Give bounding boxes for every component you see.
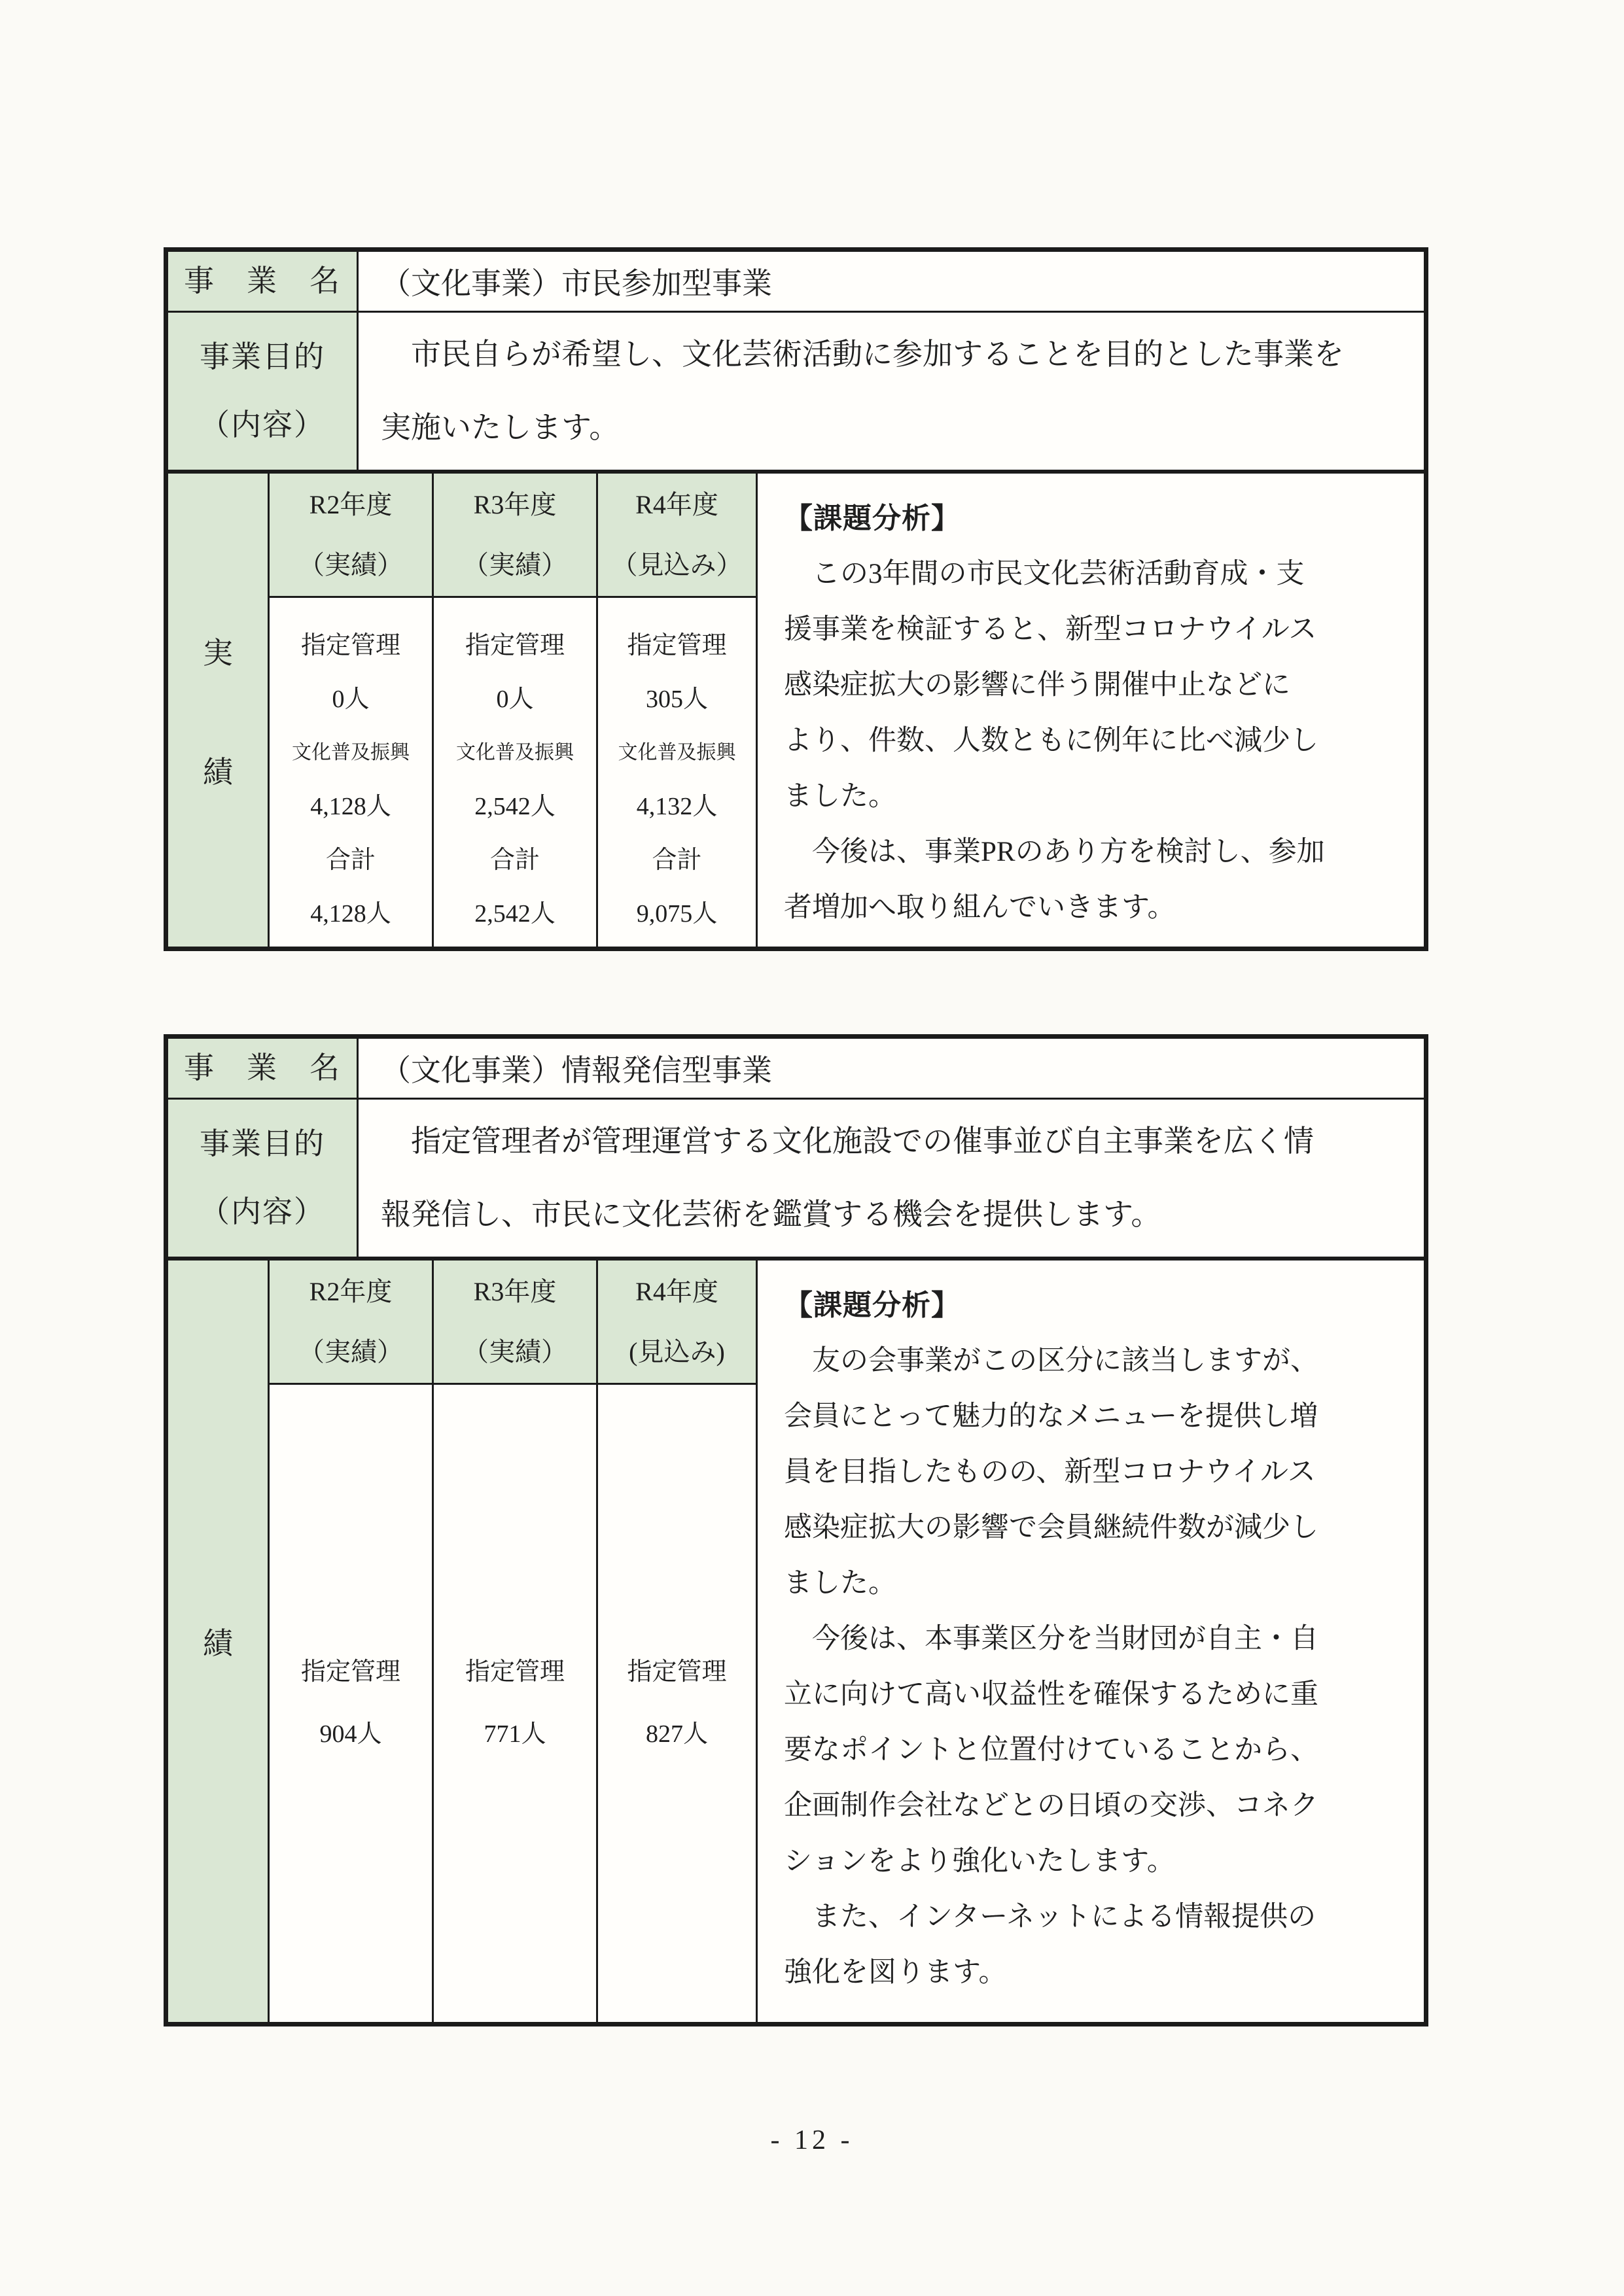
purpose-label-line2: （内容） bbox=[200, 1195, 325, 1228]
year-column-r2 bbox=[270, 474, 434, 947]
results-section bbox=[168, 1261, 1424, 2022]
year-kind: （見込み） bbox=[611, 549, 743, 580]
value-line: 指定管理 bbox=[300, 632, 400, 659]
analysis-line: 感染症拡大の影響に伴う開催中止などに bbox=[784, 670, 1290, 701]
value-line: 合計 bbox=[652, 846, 702, 874]
value-line: 0人 bbox=[332, 686, 370, 713]
year-header-r2 bbox=[270, 474, 432, 598]
analysis-line: ました。 bbox=[784, 1568, 896, 1599]
year-name: R2年度 bbox=[309, 489, 393, 519]
year-header-r3 bbox=[434, 474, 596, 598]
value-line: 合計 bbox=[325, 846, 376, 874]
results-label-char: 績 bbox=[203, 1627, 233, 1660]
issue-analysis-cell bbox=[758, 1261, 1424, 2022]
year-values-r2 bbox=[270, 1385, 432, 2022]
year-values-r2 bbox=[270, 598, 432, 947]
business-name-value bbox=[359, 1039, 1424, 1098]
value-line: 指定管理 bbox=[627, 632, 727, 659]
year-header-r4 bbox=[598, 1261, 756, 1385]
analysis-line: 者増加へ取り組んでいきます。 bbox=[784, 892, 1176, 923]
analysis-line: 要なポイントと位置付けていることから、 bbox=[784, 1735, 1318, 1765]
year-kind: （実績） bbox=[298, 1336, 403, 1366]
value-line: 指定管理 bbox=[465, 632, 565, 659]
results-vertical-label bbox=[168, 1261, 270, 2022]
analysis-line: 援事業を検証すると、新型コロナウイルス bbox=[784, 614, 1317, 645]
year-header-r3 bbox=[434, 1261, 596, 1385]
value-line: 指定管理 bbox=[465, 1658, 565, 1686]
issue-analysis-title: 【課題分析】 bbox=[784, 502, 961, 534]
project-table-information-dissemination bbox=[164, 1034, 1428, 2026]
analysis-line: 友の会事業がこの区分に該当しますが、 bbox=[784, 1346, 1318, 1376]
year-values-r3 bbox=[434, 598, 596, 947]
year-name: R4年度 bbox=[635, 1276, 718, 1306]
business-name-label: 事 業 名 bbox=[168, 1039, 359, 1098]
business-purpose-row bbox=[168, 1100, 1424, 1261]
value-line: 0人 bbox=[496, 686, 534, 713]
year-name: R4年度 bbox=[635, 489, 718, 519]
analysis-line: 今後は、本事業区分を当財団が自主・自 bbox=[784, 1624, 1318, 1654]
business-purpose-row bbox=[168, 313, 1424, 474]
analysis-line: 立に向けて高い収益性を確保するために重 bbox=[784, 1679, 1318, 1710]
value-line: 文化普及振興 bbox=[292, 742, 410, 763]
business-purpose-value bbox=[359, 313, 1424, 470]
analysis-line: この3年間の市民文化芸術活動育成・支 bbox=[784, 559, 1305, 589]
value-line: 指定管理 bbox=[627, 1658, 727, 1686]
year-column-r3 bbox=[434, 474, 598, 947]
analysis-line: 会員にとって魅力的なメニューを提供し増 bbox=[784, 1401, 1318, 1432]
business-purpose-label bbox=[168, 1100, 359, 1257]
purpose-text-line: 指定管理者が管理運営する文化施設での催事並び自主事業を広く情 bbox=[381, 1124, 1314, 1158]
business-name-text: （文化事業）市民参加型事業 bbox=[381, 267, 772, 300]
value-line: 305人 bbox=[645, 686, 708, 713]
purpose-label-line2: （内容） bbox=[200, 408, 325, 442]
value-line: 4,128人 bbox=[310, 900, 391, 928]
results-section bbox=[168, 474, 1424, 947]
analysis-line: 企画制作会社などとの日頃の交渉、コネク bbox=[784, 1790, 1318, 1821]
year-name: R3年度 bbox=[473, 1276, 557, 1306]
purpose-text-line: 実施いたします。 bbox=[381, 411, 620, 444]
business-purpose-value bbox=[359, 1100, 1424, 1257]
value-line: 827人 bbox=[645, 1720, 708, 1748]
value-line: 4,128人 bbox=[310, 793, 391, 820]
purpose-text-line: 市民自らが希望し、文化芸術活動に参加することを目的とした事業を bbox=[381, 338, 1344, 371]
purpose-text-line: 報発信し、市民に文化芸術を鑑賞する機会を提供します。 bbox=[381, 1198, 1161, 1231]
business-name-row bbox=[168, 252, 1424, 313]
value-line: 904人 bbox=[319, 1720, 382, 1748]
results-label-char: 実 bbox=[203, 636, 233, 670]
year-name: R3年度 bbox=[473, 489, 557, 519]
analysis-line: 強化を図ります。 bbox=[784, 1957, 1007, 1988]
year-column-r2 bbox=[270, 1261, 434, 2022]
year-values-r3 bbox=[434, 1385, 596, 2022]
year-values-r4 bbox=[598, 598, 756, 947]
issue-analysis-title: 【課題分析】 bbox=[784, 1289, 961, 1321]
year-kind: （実績） bbox=[298, 549, 403, 580]
year-column-r4 bbox=[598, 474, 758, 947]
value-line: 文化普及振興 bbox=[618, 742, 736, 763]
year-kind: （実績） bbox=[463, 549, 567, 580]
value-line: 合計 bbox=[489, 846, 540, 874]
business-name-text: （文化事業）情報発信型事業 bbox=[381, 1054, 772, 1087]
year-header-r4 bbox=[598, 474, 756, 598]
business-name-value bbox=[359, 252, 1424, 311]
business-purpose-label bbox=[168, 313, 359, 470]
value-line: 指定管理 bbox=[300, 1658, 400, 1686]
results-vertical-label bbox=[168, 474, 270, 947]
value-line: 4,132人 bbox=[636, 793, 718, 820]
year-column-r3 bbox=[434, 1261, 598, 2022]
value-line: 771人 bbox=[484, 1720, 546, 1748]
analysis-line: 今後は、事業PRのあり方を検討し、参加 bbox=[784, 837, 1325, 867]
purpose-label-line1: 事業目的 bbox=[200, 340, 325, 374]
year-name: R2年度 bbox=[309, 1276, 393, 1306]
page-number: - 12 - bbox=[770, 2125, 854, 2155]
issue-analysis-cell bbox=[758, 474, 1424, 947]
analysis-line: 感染症拡大の影響で会員継続件数が減少し bbox=[784, 1512, 1318, 1543]
analysis-line: ションをより強化いたします。 bbox=[784, 1846, 1175, 1877]
analysis-line: また、インターネットによる情報提供の bbox=[784, 1902, 1316, 1932]
analysis-line: より、件数、人数ともに例年に比べ減少し bbox=[784, 725, 1318, 756]
year-kind: （実績） bbox=[463, 1336, 567, 1366]
year-kind: (見込み) bbox=[629, 1336, 725, 1366]
year-column-r4 bbox=[598, 1261, 758, 2022]
business-name-row bbox=[168, 1039, 1424, 1100]
analysis-line: ました。 bbox=[784, 781, 896, 812]
business-name-label: 事 業 名 bbox=[168, 252, 359, 311]
value-line: 9,075人 bbox=[636, 900, 718, 928]
value-line: 2,542人 bbox=[474, 900, 556, 928]
purpose-label-line1: 事業目的 bbox=[200, 1127, 325, 1160]
project-table-citizen-participation bbox=[164, 247, 1428, 951]
value-line: 2,542人 bbox=[474, 793, 556, 820]
year-values-r4 bbox=[598, 1385, 756, 2022]
value-line: 文化普及振興 bbox=[456, 742, 574, 763]
results-label-char: 績 bbox=[203, 755, 233, 789]
analysis-line: 員を目指したものの、新型コロナウイルス bbox=[784, 1457, 1316, 1487]
year-header-r2 bbox=[270, 1261, 432, 1385]
